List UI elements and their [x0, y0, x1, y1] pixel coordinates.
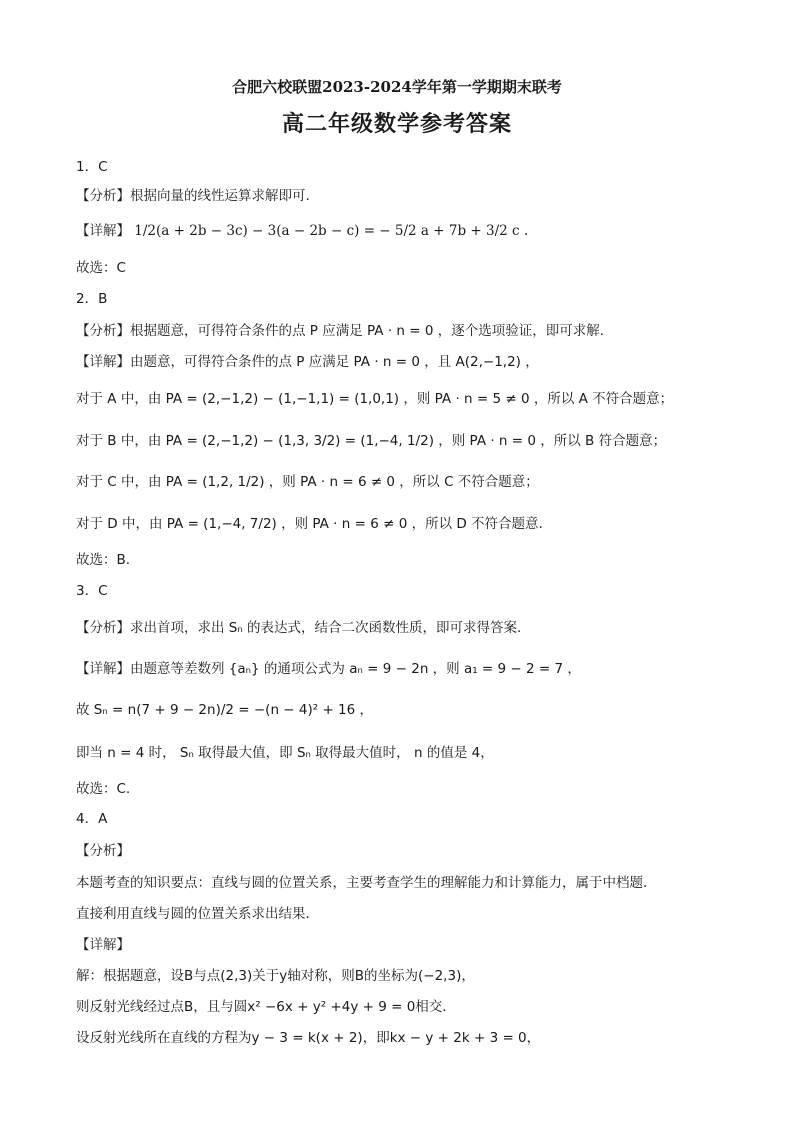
answer-3-detail: 【详解】由题意等差数列 {aₙ} 的通项公式为 aₙ = 9 − 2n ，则 a₁ = 9 − 2 = 7 ，	[76, 661, 581, 677]
answer-3-choice: 故选：C.	[76, 781, 131, 797]
answer-4-method: 直接利用直线与圆的位置关系求出结果．	[76, 906, 319, 922]
answer-3-maximum: 即当 n = 4 时， Sₙ 取得最大值，即 Sₙ 取得最大值时， n 的值是 4，	[76, 745, 494, 761]
answer-2-heading: 2．B	[76, 291, 108, 307]
answer-2-choice: 故选：B.	[76, 552, 131, 568]
answer-4-step-2: 则反射光线经过点B，且与圆x² −6x + y² +4y + 9 = 0相交．	[76, 999, 456, 1015]
answer-2-detail: 【详解】由题意，可得符合条件的点 P 应满足 PA · n = 0 ，且 A(2,−1,2) ，	[76, 354, 539, 370]
answer-1-heading: 1．C	[76, 159, 108, 175]
answer-3-analysis: 【分析】求出首项，求出 Sₙ 的表达式，结合二次函数性质，即可求得答案.	[76, 620, 522, 636]
answer-4-step-3: 设反射光线所在直线的方程为y − 3 = k(x + 2)，即kx − y + 2k + 3 = 0，	[76, 1030, 541, 1046]
answer-3-sum-formula: 故 Sₙ = n(7 + 9 − 2n)/2 = −(n − 4)² + 16 ，	[76, 702, 374, 718]
answer-4-knowledge: 本题考查的知识要点：直线与圆的位置关系，主要考查学生的理解能力和计算能力，属于中档题．	[76, 875, 657, 891]
answer-4-detail-label: 【详解】	[76, 937, 130, 953]
answer-4-heading: 4．A	[76, 811, 108, 827]
answer-1-choice: 故选：C	[76, 260, 126, 276]
answer-key-title: 高二年级数学参考答案	[281, 112, 512, 137]
answer-4-step-1: 解：根据题意，设B与点(2,3)关于y轴对称，则B的坐标为(−2,3)，	[76, 968, 475, 984]
answer-1-analysis: 【分析】根据向量的线性运算求解即可.	[76, 188, 310, 204]
exam-title: 合肥六校联盟2023-2024学年第一学期期末联考	[232, 78, 562, 96]
answer-2-option-c: 对于 C 中，由 PA = (1,2, 1/2) ，则 PA · n = 6 ≠ 0 ，所以 C 不符合题意；	[76, 474, 539, 490]
answer-2-option-d: 对于 D 中，由 PA = (1,−4, 7/2) ，则 PA · n = 6 ≠ 0 ，所以 D 不符合题意.	[76, 516, 543, 532]
answer-2-option-b: 对于 B 中，由 PA = (2,−1,2) − (1,3, 3/2) = (1,−4, 1/2) ，则 PA · n = 0 ，所以 B 符合题意；	[76, 433, 667, 449]
answer-1-detail: 【详解】 1/2(a + 2b − 3c) − 3(a − 2b − c) = − 5/2 a + 7b + 3/2 c .	[76, 223, 529, 239]
answer-4-analysis-label: 【分析】	[76, 843, 130, 859]
answer-3-heading: 3．C	[76, 583, 108, 599]
answer-2-analysis: 【分析】根据题意，可得符合条件的点 P 应满足 PA · n = 0 ，逐个选项验证，即可求解．	[76, 323, 614, 339]
answer-2-option-a: 对于 A 中，由 PA = (2,−1,2) − (1,−1,1) = (1,0,1) ，则 PA · n = 5 ≠ 0 ，所以 A 不符合题意；	[76, 391, 674, 407]
